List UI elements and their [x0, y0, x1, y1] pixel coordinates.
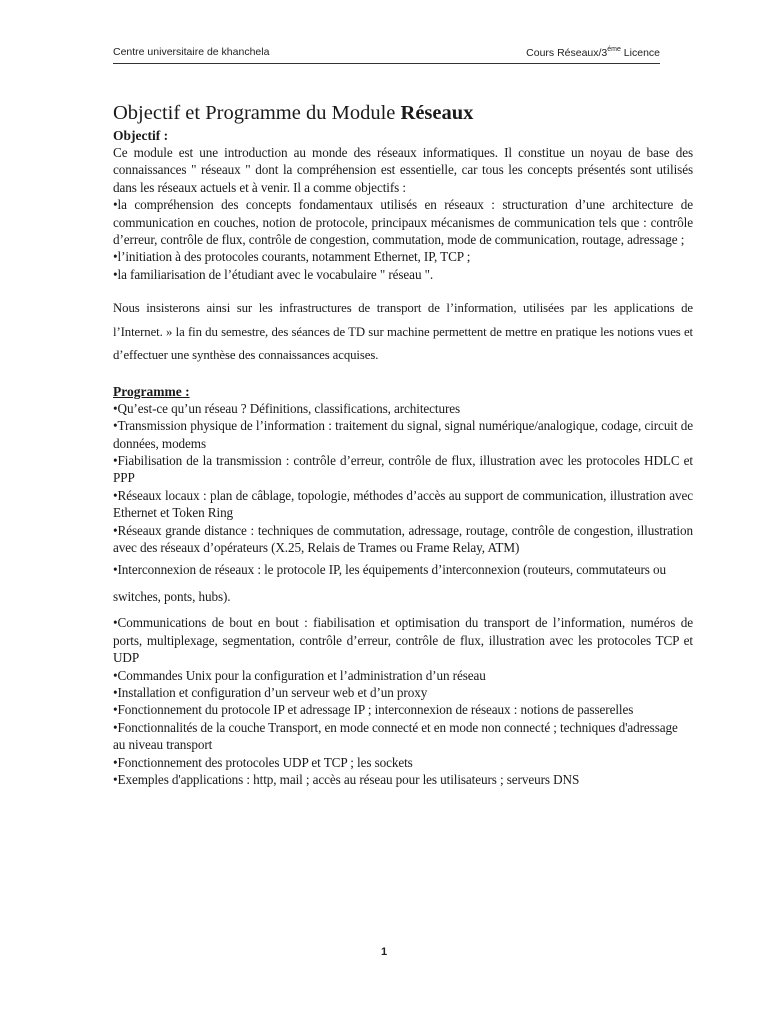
header-course	[526, 46, 660, 59]
header-institution: Centre universitaire de khanchela	[113, 46, 270, 58]
header-divider	[113, 63, 660, 64]
programme-item: •Exemples d'applications : http, mail ; accès au réseau pour les utilisateurs ; serveurs DNS	[113, 772, 580, 788]
programme-heading: Programme :	[113, 383, 190, 399]
programme-item: •Fonctionnalités de la couche Transport, en mode connecté et en mode non connecté ; techniques d'adressage au niveau transport	[113, 719, 678, 753]
page-title-bold: Réseaux	[400, 102, 474, 124]
programme-item: •Fonctionnement du protocole IP et adressage IP ; interconnexion de réseaux : notions de passerelles	[113, 702, 634, 718]
objectif-item: •l’initiation à des protocoles courants, notamment Ethernet, IP, TCP ;	[113, 249, 471, 265]
page-number: 1	[380, 946, 388, 958]
programme-item: •Fiabilisation de la transmission : contrôle d’erreur, contrôle de flux, illustration avec les protocoles HDLC et PPP	[113, 452, 693, 486]
programme-item: •Fonctionnement des protocoles UDP et TCP ; les sockets	[113, 754, 413, 770]
programme-item: •Réseaux grande distance : techniques de commutation, adressage, routage, contrôle de congestion, illustration avec des réseaux d’opérateurs (X.25, Relais de Trames ou Frame Relay, ATM)	[113, 522, 693, 555]
objectif-list	[113, 196, 693, 283]
page-title	[113, 100, 693, 126]
page-title-normal: Objectif et Programme du Module	[113, 102, 401, 124]
programme-item: •Interconnexion de réseaux : le protocole IP, les équipements d’interconnexion (routeurs, commutateurs ou switches, ponts, hubs).	[113, 562, 666, 605]
programme-item: •Qu’est-ce qu’un réseau ? Définitions, classifications, architectures	[113, 400, 461, 416]
objectif-intro: Ce module est une introduction au monde des réseaux informatiques. Il constitue un noyau de base des connaissances " réseaux " dont la compréhension est essentielle, car tous les concepts présentés sont utilisés dans les réseaux actuels et à venir. Il a comme objectifs :	[113, 145, 693, 195]
objectif-heading: Objectif :	[113, 128, 169, 143]
programme-item: •Commandes Unix pour la configuration et l’administration d’un réseau	[113, 667, 486, 683]
programme-item: •Transmission physique de l’information : traitement du signal, signal numérique/analogique, codage, circuit de données, modems	[113, 418, 693, 451]
header-course-suffix: Licence	[620, 47, 660, 59]
header-course-sup: éme	[607, 46, 621, 53]
objectif-item: •la familiarisation de l’étudiant avec le vocabulaire " réseau ".	[113, 266, 434, 282]
programme-item: •Installation et configuration d’un serveur web et d’un proxy	[113, 685, 428, 701]
programme-list	[113, 400, 693, 789]
objectif-item: •la compréhension des concepts fondamentaux utilisés en réseaux : structuration d’une architecture de communication en couches, notion de protocole, principaux mécanismes de communication tels que : contrôle d’erreur, contrôle de flux, contrôle de congestion, commutation, mode de communication, routage, adressage ;	[113, 197, 693, 248]
objectif-closing: Nous insisterons ainsi sur les infrastructures de transport de l’information, utilisées par les applications de l’Internet. » la fin du semestre, des séances de TD sur machine permettent de mettre en pratique les notions vues et d’effectuer une synthèse des connaissances acquises.	[113, 301, 693, 363]
section-gap	[113, 368, 693, 383]
programme-item: •Communications de bout en bout : fiabilisation et optimisation du transport de l’information, numéros de ports, multiplexage, segmentation, contrôle d’erreur, contrôle de flux, illustration avec les protocoles TCP et UDP	[113, 615, 693, 666]
document-body	[113, 100, 693, 788]
programme-item: •Réseaux locaux : plan de câblage, topologie, méthodes d’accès au support de communication, illustration avec Ethernet et Token Ring	[113, 487, 693, 521]
header-course-prefix: Cours Réseaux/3	[526, 47, 608, 59]
